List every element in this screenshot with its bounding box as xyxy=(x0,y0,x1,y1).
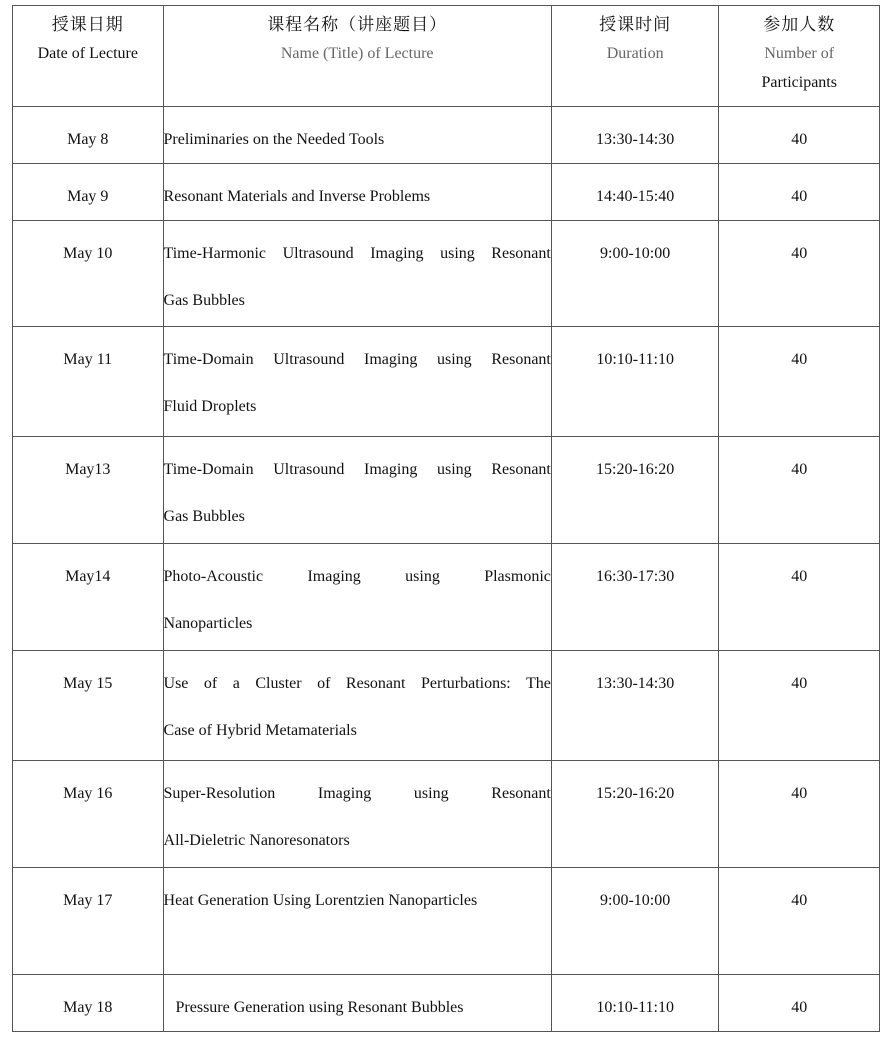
row-date: May14 xyxy=(65,568,111,585)
row-title: Heat Generation Using Lorentzien Nanoparticles xyxy=(163,892,478,909)
table-row xyxy=(13,437,880,544)
row-title-line-2: Case of Hybrid Metamaterials xyxy=(163,722,357,739)
header-participants-en-2: Participants xyxy=(761,74,837,91)
row-participants: 40 xyxy=(791,461,808,478)
row-title-line-2: Fluid Droplets xyxy=(163,398,257,415)
row-title-line-1: Photo-Acoustic Imaging using Plasmonic xyxy=(163,568,551,585)
header-title-en: Name (Title) of Lecture xyxy=(280,45,434,62)
row-title-line-1: Time-Domain Ultrasound Imaging using Resonant xyxy=(163,351,551,368)
header-title xyxy=(163,6,551,107)
row-duration: 15:20-16:20 xyxy=(596,461,675,478)
row-duration: 9:00-10:00 xyxy=(600,892,671,909)
table-row xyxy=(13,975,880,1032)
row-duration: 13:30-14:30 xyxy=(596,675,675,692)
header-date-en: Date of Lecture xyxy=(37,45,138,62)
row-title-line-1: Super-Resolution Imaging using Resonant xyxy=(163,785,551,802)
row-duration: 10:10-11:10 xyxy=(596,351,674,368)
row-participants: 40 xyxy=(791,188,808,205)
row-date: May 11 xyxy=(63,351,113,368)
table-row xyxy=(13,651,880,761)
row-date: May 16 xyxy=(63,785,113,802)
header-participants-zh: 参加人数 xyxy=(763,15,836,34)
row-date: May 15 xyxy=(63,675,113,692)
row-participants: 40 xyxy=(791,785,808,802)
table-row xyxy=(13,221,880,327)
row-date: May 10 xyxy=(63,245,113,262)
header-participants-en-1: Number of xyxy=(764,45,835,62)
row-date: May 8 xyxy=(67,131,109,148)
header-date xyxy=(13,6,164,107)
row-participants: 40 xyxy=(791,892,808,909)
row-participants: 40 xyxy=(791,568,808,585)
table-row xyxy=(13,544,880,651)
table-row xyxy=(13,107,880,164)
row-participants: 40 xyxy=(791,245,808,262)
row-duration: 10:10-11:10 xyxy=(596,999,674,1016)
row-duration: 16:30-17:30 xyxy=(596,568,675,585)
row-participants: 40 xyxy=(791,999,808,1016)
row-date: May 18 xyxy=(63,999,113,1016)
row-title-line-2: Gas Bubbles xyxy=(163,292,245,309)
row-date: May13 xyxy=(65,461,111,478)
row-title-line-2: Nanoparticles xyxy=(163,615,253,632)
row-participants: 40 xyxy=(791,351,808,368)
row-duration: 15:20-16:20 xyxy=(596,785,675,802)
table-row xyxy=(13,327,880,437)
header-title-zh: 课程名称（讲座题目） xyxy=(267,15,448,34)
row-title-line-2: Gas Bubbles xyxy=(163,508,245,525)
header-date-zh: 授课日期 xyxy=(51,15,124,34)
row-duration: 13:30-14:30 xyxy=(596,131,675,148)
lecture-schedule-table xyxy=(12,5,880,1032)
table-row xyxy=(13,868,880,975)
row-title-line-1: Time-Harmonic Ultrasound Imaging using Resonant xyxy=(163,245,551,262)
row-title-line-1: Time-Domain Ultrasound Imaging using Resonant xyxy=(163,461,551,478)
row-duration: 9:00-10:00 xyxy=(600,245,671,262)
header-duration xyxy=(551,6,719,107)
table-row xyxy=(13,761,880,868)
row-title: Pressure Generation using Resonant Bubbles xyxy=(175,999,464,1016)
table-header-row xyxy=(13,6,880,107)
row-title: Preliminaries on the Needed Tools xyxy=(163,131,385,148)
row-participants: 40 xyxy=(791,675,808,692)
header-duration-en: Duration xyxy=(606,45,664,62)
row-date: May 17 xyxy=(63,892,113,909)
row-title: Resonant Materials and Inverse Problems xyxy=(163,188,431,205)
table-row xyxy=(13,164,880,221)
row-title-line-1: Use of a Cluster of Resonant Perturbations: The xyxy=(163,675,551,692)
row-participants: 40 xyxy=(791,131,808,148)
row-date: May 9 xyxy=(67,188,109,205)
header-participants xyxy=(719,6,880,107)
row-duration: 14:40-15:40 xyxy=(596,188,675,205)
header-duration-zh: 授课时间 xyxy=(599,15,672,34)
row-title-line-2: All-Dieletric Nanoresonators xyxy=(163,832,350,849)
